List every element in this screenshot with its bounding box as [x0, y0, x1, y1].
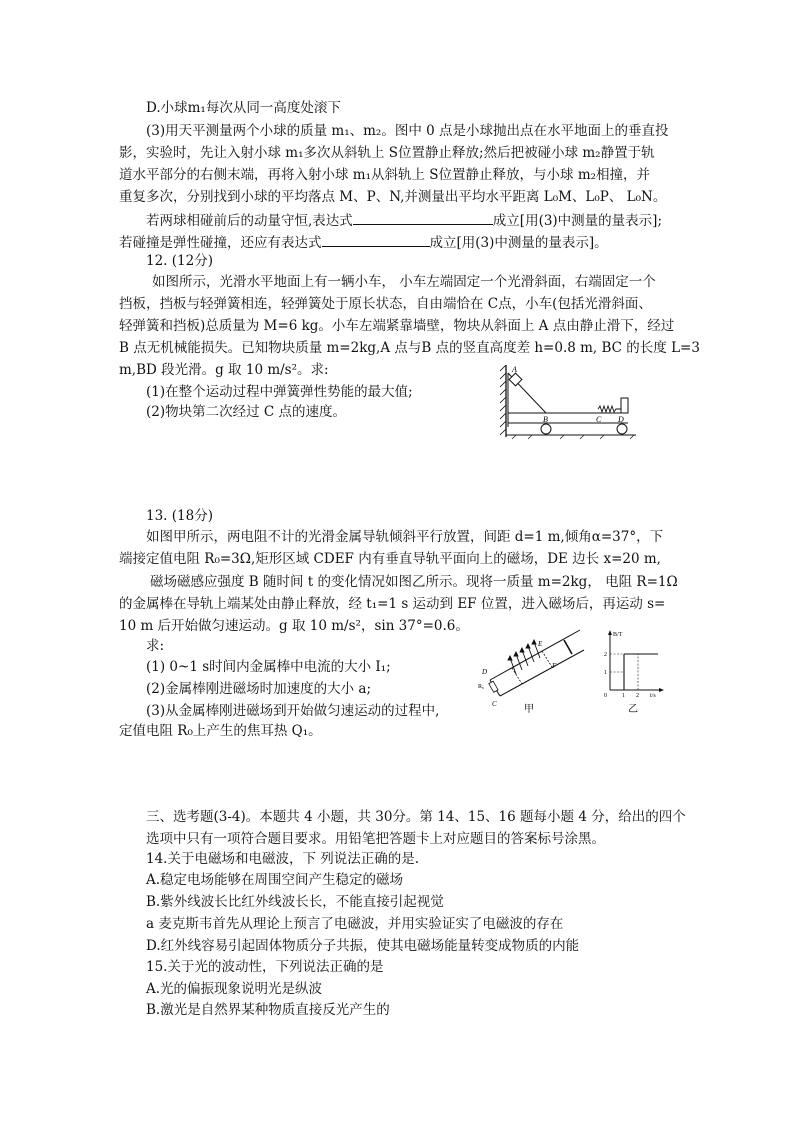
q13-line3: 磁场磁感应强度 B 随时间 t 的变化情况如图乙所示。现将一质量 m=2kg， 电阻 R=1Ω	[150, 574, 678, 590]
q13-label-d: D	[482, 668, 488, 676]
q11-elastic-text: 若碰撞是弹性碰撞，还应有表达式	[119, 235, 322, 251]
q13-line2: 端接定值电阻 R₀=3Ω,矩形区域 CDEF 内有垂直导轨平面向上的磁场，DE 边长 x=20 m,	[119, 551, 661, 567]
q12-label-d: D	[618, 415, 624, 424]
q15-stem: 15.关于光的波动性，下列说法正确的是	[146, 959, 384, 975]
q13-sub1: (1) 0~1 s时间内金属棒中电流的大小 I₁;	[146, 659, 391, 675]
q13-line1: 如图甲所示，两电阻不计的光滑金属导轨倾斜平行放置，间距 d=1 m,倾角α=37°，下	[146, 529, 664, 545]
q13-label-c: C	[492, 700, 497, 708]
section3-line1: 三、选考题(3-4)。本题共 4 小题，共 30分。第 14、15、16 题每小题 4 分，给出的四个	[146, 809, 686, 825]
q15-option-a[interactable]: A.光的偏振现象说明光是纵波	[146, 981, 323, 997]
q11-part3-line3: 道水平部分的右侧末端，再将入射小球 m₁从斜轨上 S位置静止释放，与小球 m₂相撞，并	[119, 167, 651, 183]
q12-label-b: B	[543, 415, 548, 424]
q13-line5: 10 m 后开始做匀速运动。g 取 10 m/s²，sin 37°=0.6。	[119, 618, 469, 634]
q13-sub3: (3)从金属棒刚进磁场到开始做匀速运动的过程中,	[146, 703, 440, 719]
q14-option-c[interactable]: a 麦克斯韦首先从理论上预言了电磁波，并用实验证实了电磁波的存在	[146, 916, 564, 932]
q13-header: 13. (18分)	[146, 508, 213, 524]
q11-momentum-text: 若两球相碰前后的动量守恒,表达式	[146, 213, 353, 229]
q11-momentum-text-2: 成立[用(3)中测量的量表示];	[492, 213, 663, 229]
q12-cart-figure	[500, 365, 640, 445]
q13-fig-jia: 甲	[524, 704, 534, 714]
q13-graph-origin: 0	[604, 693, 607, 699]
q13-graph-ytick2: 1	[604, 670, 607, 676]
q13-line4: 的金属棒在导轨上端某处由静止释放，经 t₁=1 s 运动到 EF 位置，进入磁场后，再运动 s=	[119, 596, 666, 612]
q13-ask: 求:	[146, 638, 165, 654]
q12-label-c: C	[596, 415, 602, 424]
q12-line3: 轻弹簧和挡板)总质量为 M=6 kg。小车左端紧靠墙壁，物块从斜面上 A 点由静止滑下，经过	[119, 318, 675, 334]
q14-stem: 14.关于电磁场和电磁波，下 列说法正确的是.	[146, 851, 420, 867]
q11-part3-line5	[146, 210, 662, 230]
q13-graph-ylabel: B/T	[613, 632, 623, 638]
q13-sub2: (2)金属棒刚进磁场时加速度的大小 a;	[146, 681, 372, 697]
q13-label-f: F	[552, 662, 557, 670]
q14-option-a[interactable]: A.稳定电场能够在周围空间产生稳定的磁场	[146, 872, 404, 888]
q15-option-b[interactable]: B.激光是自然界某种物质直接反光产生的	[146, 1002, 390, 1018]
q12-sub1: (1)在整个运动过程中弹簧弹性势能的最大值;	[146, 384, 413, 400]
q11-elastic-text-2: 成立[用(3)中测量的量表示]。	[429, 235, 608, 251]
q13-label-e: E	[538, 640, 543, 648]
q14-option-d[interactable]: D.红外线容易引起固体物质分子共振，使其电磁场能量转变成物质的内能	[146, 938, 580, 954]
q13-rails-figure	[476, 622, 586, 714]
q13-label-r: R₀	[478, 684, 485, 690]
q11-option-d: D.小球m₁每次从同一高度处滚下	[146, 100, 341, 116]
q14-option-b[interactable]: B.紫外线波长比红外线波长长，不能直接引起视觉	[146, 894, 444, 910]
q13-bt-graph	[600, 628, 666, 714]
q13-graph-xtick-2: 2	[636, 693, 639, 699]
section3-line2: 选项中只有一项符合题目要求。用铅笔把答题卡上对应题目的答案标号涂黑。	[146, 831, 605, 847]
q11-part3-line1: (3)用天平测量两个小球的质量 m₁、m₂。图中 0 点是小球抛出点在水平地面上的垂直投	[146, 123, 669, 139]
q11-part3-line6	[119, 232, 608, 252]
q11-part3-line2: 影，实验时，先让入射小球 m₁多次从斜轨上 S位置静止释放;然后把被碰小球 m₂静置于轨	[119, 145, 655, 161]
q12-label-a: A	[512, 365, 517, 374]
q13-graph-xtick-1: 1	[622, 693, 625, 699]
q12-header: 12. (12分)	[146, 253, 213, 269]
q12-line1: 如图所示，光滑水平地面上有一辆小车， 小车左端固定一个光滑斜面，右端固定一个	[152, 274, 656, 290]
q11-part3-line4: 重复多次，分别找到小球的平均落点 M、P、N,并测量出平均水平距离 L₀M、L₀P、 L₀N。	[119, 189, 667, 205]
q13-graph-xlabel: t/s	[650, 693, 656, 699]
answer-blank-2[interactable]	[322, 232, 430, 247]
q13-fig-yi: 乙	[628, 704, 638, 714]
q12-sub2: (2)物块第二次经过 C 点的速度。	[146, 404, 347, 420]
answer-blank-1[interactable]	[353, 210, 493, 225]
q12-line2: 挡板，挡板与轻弹簧相连，轻弹簧处于原长状态，自由端恰在 C点，小车(包括光滑斜面、	[119, 296, 652, 312]
q12-line5: m,BD 段光滑。g 取 10 m/s²。求:	[119, 362, 329, 378]
q12-line4: B 点无机械能损失。已知物块质量 m=2kg,A 点与B 点的竖直高度差 h=0.8 m, BC 的长度 L=3	[119, 340, 700, 356]
q13-graph-ytick: 2	[604, 652, 607, 658]
q13-sub3b: 定值电阻 R₀上产生的焦耳热 Q₁。	[119, 723, 322, 739]
